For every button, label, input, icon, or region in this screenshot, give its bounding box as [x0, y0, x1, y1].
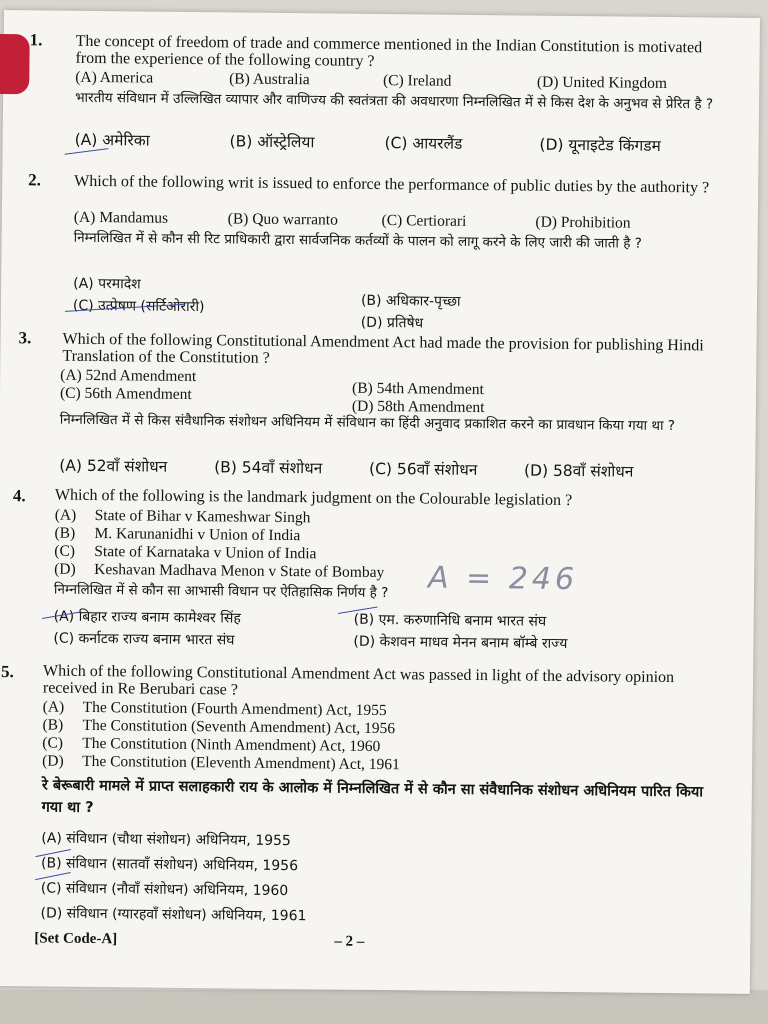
option-c: (C) The Constitution (Ninth Amendment) Act, 1960: [42, 734, 381, 756]
set-code: [Set Code-A]: [34, 930, 118, 948]
question-text-en: Which of the following Constitutional Amendment Act had made the provision for publishing Hindi Translation of the Constitution ?: [62, 330, 704, 367]
option-d: (D) The Constitution (Eleventh Amendment) Act, 1961: [42, 752, 400, 774]
options-hi: [61, 275, 681, 332]
option-d: (D) 58वाँ संशोधन: [523, 461, 634, 481]
option-d: (D) संविधान (ग्यारहवाँ संशोधन) अधिनियम, 1961: [40, 905, 307, 925]
option-c: (C) कर्नाटक राज्य बनाम भारत संघ: [53, 630, 235, 649]
question-text-hi: निम्नलिखित में से किस संवैधानिक संशोधन अधिनियम में संविधान का हिंदी अनुवाद प्रकाशित करने का प्रावधान किया गया था ?: [59, 411, 676, 435]
question-text-en: Which of the following is the landmark judgment on the Colourable legislation ?: [54, 486, 573, 510]
option-a: (A) संविधान (चौथा संशोधन) अधिनियम, 1955: [41, 830, 291, 850]
option-c: (C) Ireland: [382, 72, 452, 90]
option-a: (A) परमादेश: [73, 275, 141, 293]
question-text-hi: निम्नलिखित में से कौन सा आभासी विधान पर ऐतिहासिक निर्णय है ?: [53, 581, 389, 602]
option-c: (C) 56th Amendment: [59, 384, 192, 404]
option-b: (B) 54th Amendment: [351, 379, 484, 399]
options-en: [42, 698, 400, 774]
option-a: (A) Mandamus: [73, 208, 169, 227]
option-b: (B) ऑस्ट्रेलिया: [229, 132, 315, 152]
option-a: (A) State of Bihar v Kameshwar Singh: [54, 506, 311, 527]
option-b: (B) अधिकार-पृच्छा: [360, 292, 461, 310]
question-text-en: Which of the following writ is issued to enforce the performance of public duties by the authority ?: [74, 172, 710, 197]
option-c: (C) Certiorari: [381, 212, 467, 230]
question-2: [2, 168, 732, 332]
option-c: (C) 56वाँ संशोधन: [369, 459, 478, 480]
option-d: (D) Prohibition: [535, 213, 631, 232]
options-hi: [53, 607, 673, 653]
question-text-en: The concept of freedom of trade and commerce mentioned in the Indian Constitution is motivated from the experience of the following country ?: [75, 32, 703, 70]
option-c: (C) उत्प्रेषण (सर्टिओरारी): [72, 297, 205, 316]
question-number: 3.: [18, 328, 32, 348]
option-a: (A) 52वाँ संशोधन: [59, 456, 168, 476]
option-c: (C) आयरलैंड: [384, 134, 463, 153]
option-c: (C) State of Karnataka v Union of India: [54, 542, 317, 563]
question-text-hi: रे बेरूबारी मामले में प्राप्त सलाहकारी राय के आलोक में निम्नलिखित में से कौन सा संवैधानिक संशोधन अधिनियम पारित किया गया था ?: [41, 777, 704, 817]
option-d: (D) केशवन माधव मेनन बनाम बॉम्बे राज्य: [353, 633, 568, 652]
option-b: (B) एम. करुणानिधि बनाम भारत संघ: [353, 611, 547, 630]
option-b: (B) Quo warranto: [227, 210, 339, 229]
question-text-hi: भारतीय संविधान में उल्लिखित व्यापार और वाणिज्य की स्वतंत्रता की अवधारणा निम्नलिखित में से किस देश के अनुभव से प्रेरित है ?: [75, 89, 714, 113]
options-hi: [59, 457, 699, 483]
question-5: [0, 662, 727, 925]
question-number: 2.: [28, 170, 42, 190]
red-tab-marker: [0, 34, 30, 94]
options-hi: [75, 131, 715, 157]
question-number: 5.: [0, 662, 14, 682]
page-number: – 2 –: [334, 933, 365, 950]
option-d: (D) प्रतिषेध: [360, 314, 424, 332]
question-number: 1.: [29, 30, 43, 50]
option-b: (B) M. Karunanidhi v Union of India: [54, 524, 301, 545]
option-a: (A) बिहार राज्य बनाम कामेश्वर सिंह: [53, 608, 241, 627]
option-b: (B) The Constitution (Seventh Amendment) Act, 1956: [42, 716, 396, 738]
option-d: (D) 58th Amendment: [351, 397, 485, 417]
option-c: (C) संविधान (नौवाँ संशोधन) अधिनियम, 1960: [40, 880, 289, 900]
options-hi: [40, 826, 307, 929]
handwritten-note: A = 246: [427, 560, 579, 598]
question-text-hi: निम्नलिखित में से कौन सी रिट प्राधिकारी द्वारा सार्वजनिक कर्तव्यों के पालन को लागू करने के लिए जारी की जाती है ?: [73, 229, 642, 252]
option-d: (D) United Kingdom: [536, 73, 668, 92]
question-text-en: Which of the following Constitutional Amendment Act was passed in light of the advisory opinion received in Re Berubari case ?: [42, 662, 675, 699]
question-1: [4, 28, 734, 155]
option-a: (A) 52nd Amendment: [60, 366, 197, 386]
question-number: 4.: [12, 486, 26, 506]
background-surface: [0, 990, 768, 1024]
exam-page: [0, 10, 760, 994]
option-b: (B) Australia: [229, 70, 310, 89]
options-en: [54, 507, 385, 582]
page-footer: [34, 930, 674, 950]
options-en: [59, 366, 680, 417]
option-d: (D) यूनाइटेड किंगडम: [539, 135, 661, 155]
option-a: (A) The Constitution (Fourth Amendment) Act, 1955: [42, 698, 387, 720]
option-a: (A) अमेरिका: [74, 130, 150, 150]
option-a: (A) America: [75, 68, 154, 87]
option-b: (B) 54वाँ संशोधन: [214, 458, 323, 478]
option-b: (B) संविधान (सातवाँ संशोधन) अधिनियम, 1956: [41, 855, 299, 875]
option-d: (D) Keshavan Madhava Menon v State of Bombay: [54, 560, 385, 582]
